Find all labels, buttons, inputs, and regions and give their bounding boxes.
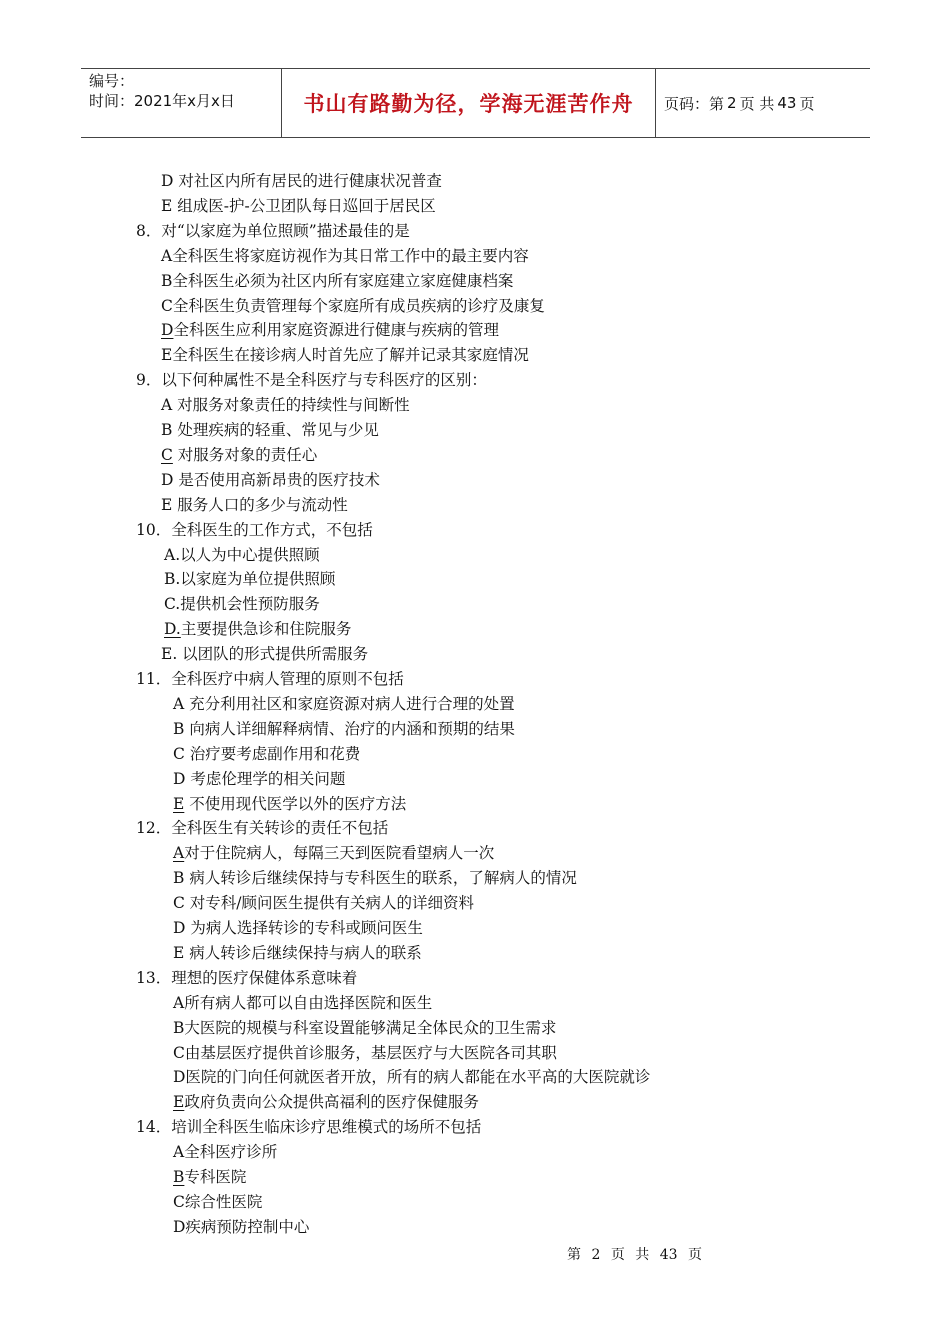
text-line (173, 1066, 650, 1088)
document-number-label: 编号： (89, 72, 135, 90)
text-line (136, 1116, 481, 1138)
text-line (164, 618, 351, 640)
line-text: 9．以下何种属性不是全科医疗与专科医疗的区别： (136, 371, 487, 390)
line-text: C 对专科/顾问医生提供有关病人的详细资料 (173, 894, 475, 913)
line-text: C由基层医疗提供首诊服务，基层医疗与大医院各司其职 (173, 1043, 557, 1062)
text-line (173, 1141, 277, 1163)
line-text: 专科医院 (184, 1168, 247, 1186)
text-line (161, 494, 348, 516)
text-line (136, 817, 388, 839)
answer-letter: E (173, 794, 185, 813)
line-text: D 是否使用高新昂贵的医疗技术 (161, 470, 380, 489)
line-text: 11．全科医疗中病人管理的原则不包括 (136, 670, 404, 688)
text-line (173, 768, 345, 790)
line-text: 不使用现代医学以外的医疗方法 (184, 794, 407, 813)
line-text: D医院的门向任何就医者开放，所有的病人都能在水平高的大医院就诊 (173, 1068, 651, 1087)
text-line (136, 519, 373, 541)
answer-letter: A (173, 844, 185, 863)
line-text: 8．对“以家庭为单位照顾”描述最佳的是 (136, 221, 410, 240)
line-text: 全科医生应利用家庭资源进行健康与疾病的管理 (173, 321, 499, 340)
text-line (173, 892, 474, 914)
document-time-label: 时间：2021年x月x日 (89, 92, 235, 110)
line-text: C 治疗要考虑副作用和花费 (173, 744, 361, 763)
text-line (173, 942, 422, 964)
text-line (161, 444, 317, 466)
text-line (173, 917, 423, 939)
line-text: 12．全科医生有关转诊的责任不包括 (136, 819, 389, 838)
line-text: 政府负责向公众提供高福利的医疗保健服务 (184, 1093, 479, 1112)
answer-letter: E (173, 1093, 185, 1112)
page-mid-label: 页 共 (739, 94, 775, 113)
text-line (164, 593, 320, 615)
text-line (173, 1166, 246, 1188)
page-footer (567, 1244, 708, 1264)
line-text: B 病人转诊后继续保持与专科医生的联系，了解病人的情况 (173, 869, 577, 888)
line-text: A 充分利用社区和家庭资源对病人进行合理的处置 (173, 694, 515, 713)
text-line (173, 793, 406, 815)
header-meta (81, 69, 282, 137)
text-line (173, 1017, 556, 1039)
line-text: B大医院的规模与科室设置能够满足全体民众的卫生需求 (173, 1018, 557, 1037)
page-label: 页码：第 (664, 94, 725, 113)
answer-letter: C (161, 445, 173, 464)
line-text: C全科医生负责管理每个家庭所有成员疾病的诊疗及康复 (161, 296, 545, 315)
text-line (173, 693, 515, 715)
text-line (161, 170, 442, 192)
footer-page-total: 43 (659, 1247, 678, 1263)
line-text: 对服务对象的责任心 (172, 445, 318, 464)
answer-letter: B (173, 1168, 185, 1186)
header-motto: 书山有路勤为径，学海无涯苦作舟 (282, 69, 656, 137)
footer-total-label: 页 (688, 1247, 703, 1263)
line-text: A 对服务对象责任的持续性与间断性 (161, 396, 410, 415)
header-page-info (656, 69, 870, 137)
text-line (161, 245, 529, 267)
text-line (161, 295, 545, 317)
line-text: D 为病人选择转诊的专科或顾问医生 (173, 919, 423, 937)
text-line (161, 643, 368, 665)
text-line (136, 967, 357, 989)
footer-prefix: 第 (567, 1247, 581, 1263)
line-text: D疾病预防控制中心 (173, 1217, 310, 1236)
line-text: B.以家庭为单位提供照顾 (164, 570, 336, 589)
page-total: 43 (777, 94, 797, 112)
text-line (173, 1216, 309, 1238)
line-text: A.以人为中心提供照顾 (164, 545, 320, 564)
line-text: 主要提供急诊和住院服务 (180, 620, 352, 639)
line-text: E 组成医-护-公卫团队每日巡回于居民区 (161, 196, 436, 215)
text-line (173, 1042, 557, 1064)
text-line (173, 718, 515, 740)
text-line (161, 344, 529, 366)
page-number: 2 (727, 94, 737, 112)
text-line (136, 668, 404, 690)
line-text: A全科医疗诊所 (173, 1143, 278, 1162)
text-line (164, 544, 320, 566)
text-line (161, 319, 499, 341)
footer-page-number: 2 (591, 1247, 601, 1263)
text-line (173, 1091, 479, 1113)
line-text: E. 以团队的形式提供所需服务 (161, 645, 369, 664)
page-end-label: 页 (799, 94, 815, 113)
text-line (136, 369, 487, 391)
page-header (81, 68, 870, 138)
text-line (161, 270, 513, 292)
line-text: C综合性医院 (173, 1192, 263, 1211)
text-line (173, 743, 360, 765)
text-line (173, 842, 494, 864)
line-text: E 病人转诊后继续保持与病人的联系 (173, 943, 422, 962)
text-line (136, 220, 410, 242)
answer-letter: D (161, 321, 174, 340)
text-line (164, 568, 335, 590)
text-line (161, 419, 379, 441)
line-text: E全科医生在接诊病人时首先应了解并记录其家庭情况 (161, 346, 529, 365)
line-text: D 考虑伦理学的相关问题 (173, 769, 346, 788)
footer-page-label: 页 (610, 1247, 625, 1263)
text-line (173, 992, 432, 1014)
footer-total-prefix: 共 (635, 1247, 650, 1263)
text-line (161, 469, 380, 491)
line-text: 13．理想的医疗保健体系意味着 (136, 968, 358, 987)
answer-letter: D. (164, 620, 181, 639)
line-text: A所有病人都可以自由选择医院和医生 (173, 993, 433, 1012)
line-text: E 服务人口的多少与流动性 (161, 495, 348, 514)
line-text: D 对社区内所有居民的进行健康状况普查 (161, 172, 442, 190)
line-text: C.提供机会性预防服务 (164, 595, 320, 614)
line-text: B 向病人详细解释病情、治疗的内涵和预期的结果 (173, 719, 515, 738)
text-line (173, 867, 577, 889)
line-text: B全科医生必须为社区内所有家庭建立家庭健康档案 (161, 271, 514, 290)
line-text: B 处理疾病的轻重、常见与少见 (161, 421, 379, 439)
line-text: 14．培训全科医生临床诊疗思维模式的场所不包括 (136, 1118, 482, 1137)
line-text: A全科医生将家庭访视作为其日常工作中的最主要内容 (161, 246, 529, 265)
text-line (161, 195, 436, 217)
line-text: 10．全科医生的工作方式，不包括 (136, 520, 373, 539)
text-line (173, 1191, 262, 1213)
line-text: 对于住院病人，每隔三天到医院看望病人一次 (184, 844, 495, 863)
text-line (161, 394, 410, 416)
